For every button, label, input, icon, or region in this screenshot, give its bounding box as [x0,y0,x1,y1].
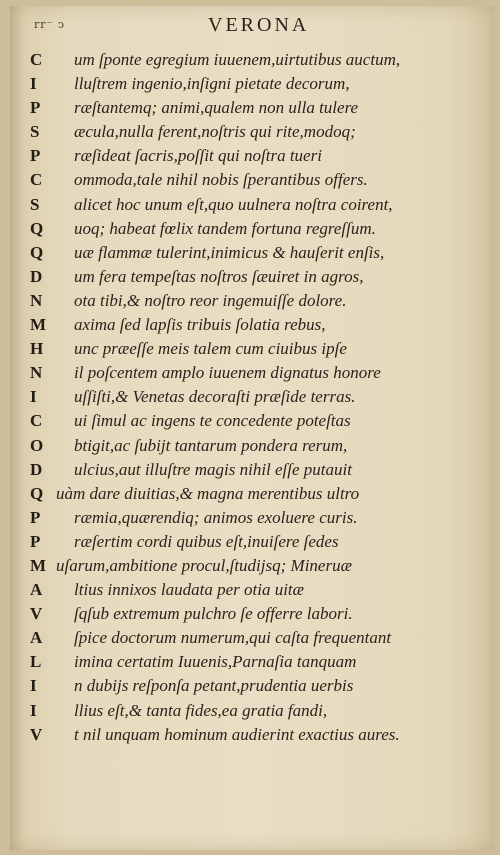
verse-text: llius eſt,& tanta fides,ea gratia fandi, [74,700,328,720]
verse-text: ſpice doctorum numerum,qui caſta frequentant [74,628,392,648]
verse-initial: Q [30,218,44,238]
verse-initial: I [30,387,37,407]
verse-initial: M [30,555,47,575]
verse-line [30,602,480,626]
verse-text: imina certatim Iuuenis,Parnaſia tanquam [74,652,357,672]
verse-line [30,48,480,72]
verse-initial: V [30,604,43,624]
verse-text: t nil unquam hominum audierint exactius aures. [74,724,400,744]
verse-initial: C [30,170,43,190]
verse-line [30,96,480,120]
verse-text: alicet hoc unum eſt,quo uulnera noſtra coirent, [74,194,393,214]
verse-initial: H [30,339,44,359]
verse-line [30,409,480,433]
verse-text: ræſertim cordi quibus eſt,inuiſere ſedes [74,531,339,551]
verse-initial: D [30,459,43,479]
verse-line [30,313,480,337]
verse-line [30,699,480,723]
verse-line [30,626,480,650]
verse-line [30,265,480,289]
verse-line [30,458,480,482]
verse-initial: I [30,676,37,696]
verse-text: unc præeſſe meis talem cum ciuibus ipſe [74,339,347,359]
verse-text: lluſtrem ingenio,inſigni pietate decorum, [74,74,350,94]
verse-initial: N [30,290,43,310]
running-head-title: VERONA [208,14,310,36]
verse-line [30,723,480,747]
verse-line [30,241,480,265]
verse-line [30,361,480,385]
verse-initial: P [30,531,41,551]
verse-line [30,578,480,602]
verse-line [30,217,480,241]
verse-text: ſqſub extremum pulchro ſe offerre labori. [74,604,353,624]
verse-text: axima ſed lapſis tribuis ſolatia rebus, [74,315,326,335]
verse-line [30,72,480,96]
verse-text: n dubijs reſponſa petant,prudentia uerbis [74,676,354,696]
verse-initial: N [30,363,43,383]
verse-text: ræmia,quærendiq; animos exoluere curis. [74,507,358,527]
verse-initial: L [30,652,42,672]
verse-initial: M [30,315,47,335]
verse-line [30,650,480,674]
verse-initial: S [30,122,40,142]
verse-initial: P [30,507,41,527]
verse-text: ræſtantemq; animi,qualem non ulla tulere [74,98,359,118]
verse-line [30,530,480,554]
verse-text: æcula,nulla ferent,noſtris qui rite,modoq; [74,122,356,142]
verse-text: um ſponte egregium iuuenem,uirtutibus auctum, [74,50,401,69]
verse-line [30,144,480,168]
verse-text: ui ſimul ac ingens te concedente poteſtas [74,411,351,431]
verse-line [30,289,480,313]
verse-text: uſarum,ambitione procul,ſtudijsq; Mineruæ [56,555,352,575]
verse-text: ræſideat ſacris,poſſit qui noſtra tueri [74,146,322,166]
verse-text: ota tibi,& noſtro reor ingemuiſſe dolore. [74,290,347,310]
verse-initial: P [30,146,41,166]
verse-initial: Q [30,242,44,262]
verse-initial: I [30,74,37,94]
verse-text: btigit,ac ſubijt tantarum pondera rerum, [74,435,348,455]
verse-initial: V [30,724,43,744]
verse-line [30,506,480,530]
verse-text: il poſcentem amplo iuuenem dignatus honore [74,363,381,383]
verse-block [30,48,480,747]
verse-initial: A [30,628,43,648]
verse-initial: A [30,580,43,600]
verse-text: uoq; habeat fœlix tandem fortuna regreſſum. [74,218,376,238]
verse-text: uàm dare diuitias,& magna merentibus ultro [56,483,360,503]
verse-line [30,193,480,217]
verse-line [30,337,480,361]
verse-initial: O [30,435,44,455]
verse-line [30,385,480,409]
book-page [10,6,494,850]
verse-text: ulcius,aut illuſtre magis nihil eſſe putauit [74,459,352,479]
verse-line [30,482,480,506]
verse-text: um fera tempeſtas noſtros ſæuiret in agros, [74,266,364,286]
verse-initial: C [30,411,43,431]
verse-text: uſſiſti,& Venetas decoraſti præſide terras. [74,387,356,407]
verse-line [30,120,480,144]
verse-initial: D [30,266,43,286]
verse-text: ommoda,tale nihil nobis ſperantibus offers. [74,170,368,190]
verse-initial: Q [30,483,44,503]
verse-line [30,674,480,698]
verse-text: ltius innixos laudata per otia uitæ [74,580,304,600]
page-signature-mark: rr⁻ ↄ [34,18,65,31]
verse-line [30,434,480,458]
verse-initial: I [30,700,37,720]
verse-initial: P [30,98,41,118]
verse-initial: C [30,50,43,69]
verse-line [30,554,480,578]
verse-initial: S [30,194,40,214]
verse-text: uæ flammæ tulerint,inimicus & hauſerit enſis, [74,242,385,262]
verse-line [30,168,480,192]
